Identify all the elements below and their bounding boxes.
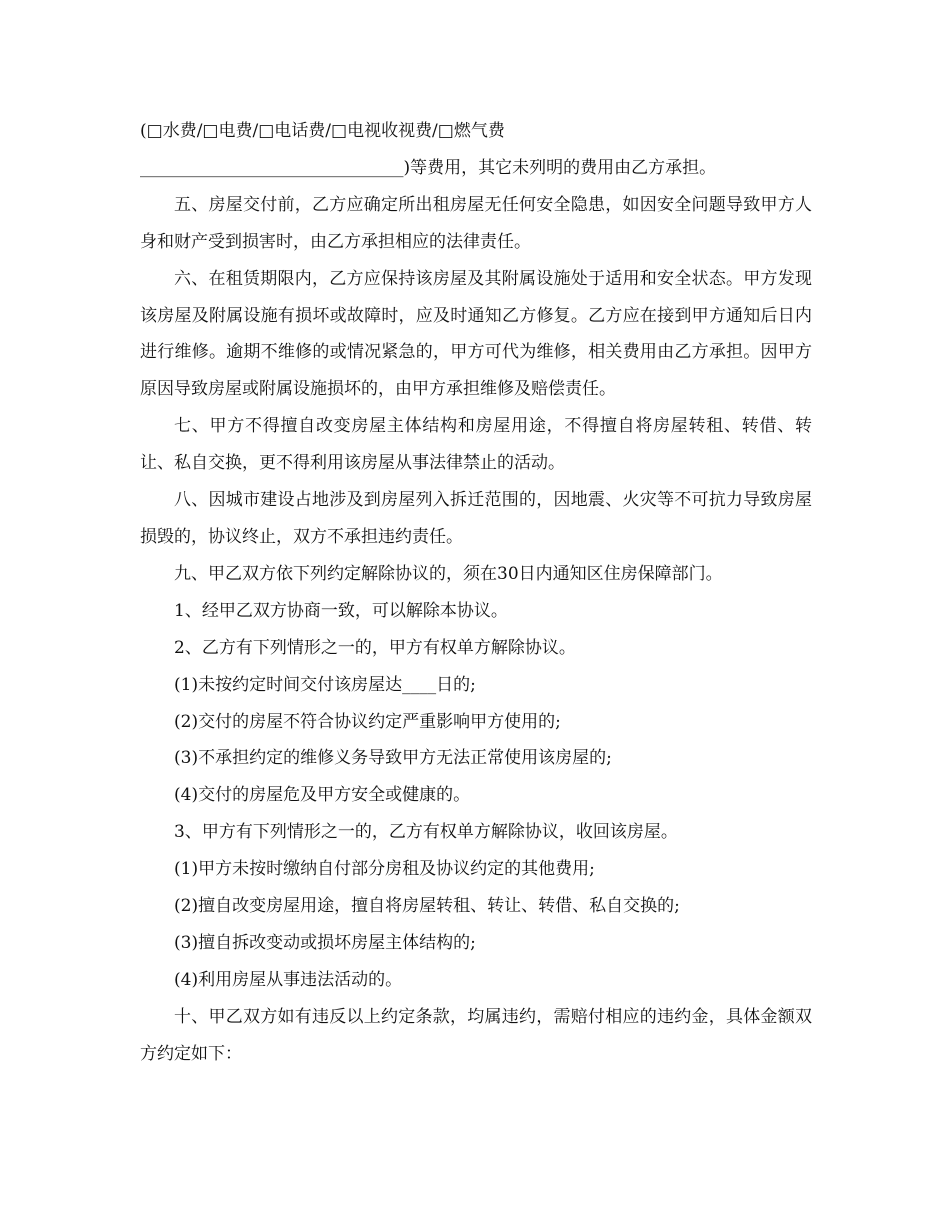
clause-9-item-2-sub-3: (3)不承担约定的维修义务导致甲方无法正常使用该房屋的; <box>174 748 612 769</box>
clause-9-item-3-sub-1: (1)甲方未按时缴纳自付部分房租及协议约定的其他费用; <box>174 859 595 880</box>
fee-blank-line: _______________________________)等费用，其它未列明的费用由乙方承担。 <box>140 157 717 178</box>
clause-9-item-3-sub-3: (3)擅自拆改变动或损坏房屋主体结构的; <box>174 932 476 953</box>
clause-10: 十、甲乙双方如有违反以上约定条款，均属违约，需赔付相应的违约金，具体金额双方约定如下： <box>140 1006 812 1064</box>
clause-9-item-2-sub-1: (1)未按约定时间交付该房屋达____日的; <box>174 674 476 695</box>
clause-9-item-2-sub-4: (4)交付的房屋危及甲方安全或健康的。 <box>174 785 471 806</box>
clause-9-item-3: 3、甲方有下列情形之一的，乙方有权单方解除协议，收回该房屋。 <box>174 822 678 843</box>
clause-9-item-3-sub-2: (2)擅自改变房屋用途，擅自将房屋转租、转让、转借、私自交换的; <box>174 896 680 917</box>
clause-6: 六、在租赁期限内，乙方应保持该房屋及其附属设施处于适用和安全状态。甲方发现该房屋及附属设施有损坏或故障时，应及时通知乙方修复。乙方应在接到甲方通知后日内进行维修。逾期不维修的或情况紧急的，甲方可代为维修，相关费用由乙方承担。因甲方原因导致房屋或附属设施损坏的，由甲方承担维修及赔偿责任。 <box>140 268 812 400</box>
clause-5: 五、房屋交付前，乙方应确定所出租房屋无任何安全隐患，如因安全问题导致甲方人身和财产受到损害时，由乙方承担相应的法律责任。 <box>140 194 812 252</box>
clause-9-item-2: 2、乙方有下列情形之一的，甲方有权单方解除协议。 <box>174 637 576 658</box>
document-body <box>140 113 812 1073</box>
clause-9: 九、甲乙双方依下列约定解除协议的，须在30日内通知区住房保障部门。 <box>174 563 723 584</box>
clause-9-item-1: 1、经甲乙双方协商一致，可以解除本协议。 <box>174 600 508 621</box>
clause-9-item-2-sub-2: (2)交付的房屋不符合协议约定严重影响甲方使用的; <box>174 711 561 732</box>
clause-8: 八、因城市建设占地涉及到房屋列入拆迁范围的，因地震、火灾等不可抗力导致房屋损毁的，协议终止，双方不承担违约责任。 <box>140 490 812 547</box>
clause-7: 七、甲方不得擅自改变房屋主体结构和房屋用途，不得擅自将房屋转租、转借、转让、私自交换，更不得利用该房屋从事法律禁止的活动。 <box>140 416 812 474</box>
clause-9-item-3-sub-4: (4)利用房屋从事违法活动的。 <box>174 969 403 990</box>
fee-checkbox-line: (□水费/□电费/□电话费/□电视收视费/□燃气费 <box>140 121 505 141</box>
